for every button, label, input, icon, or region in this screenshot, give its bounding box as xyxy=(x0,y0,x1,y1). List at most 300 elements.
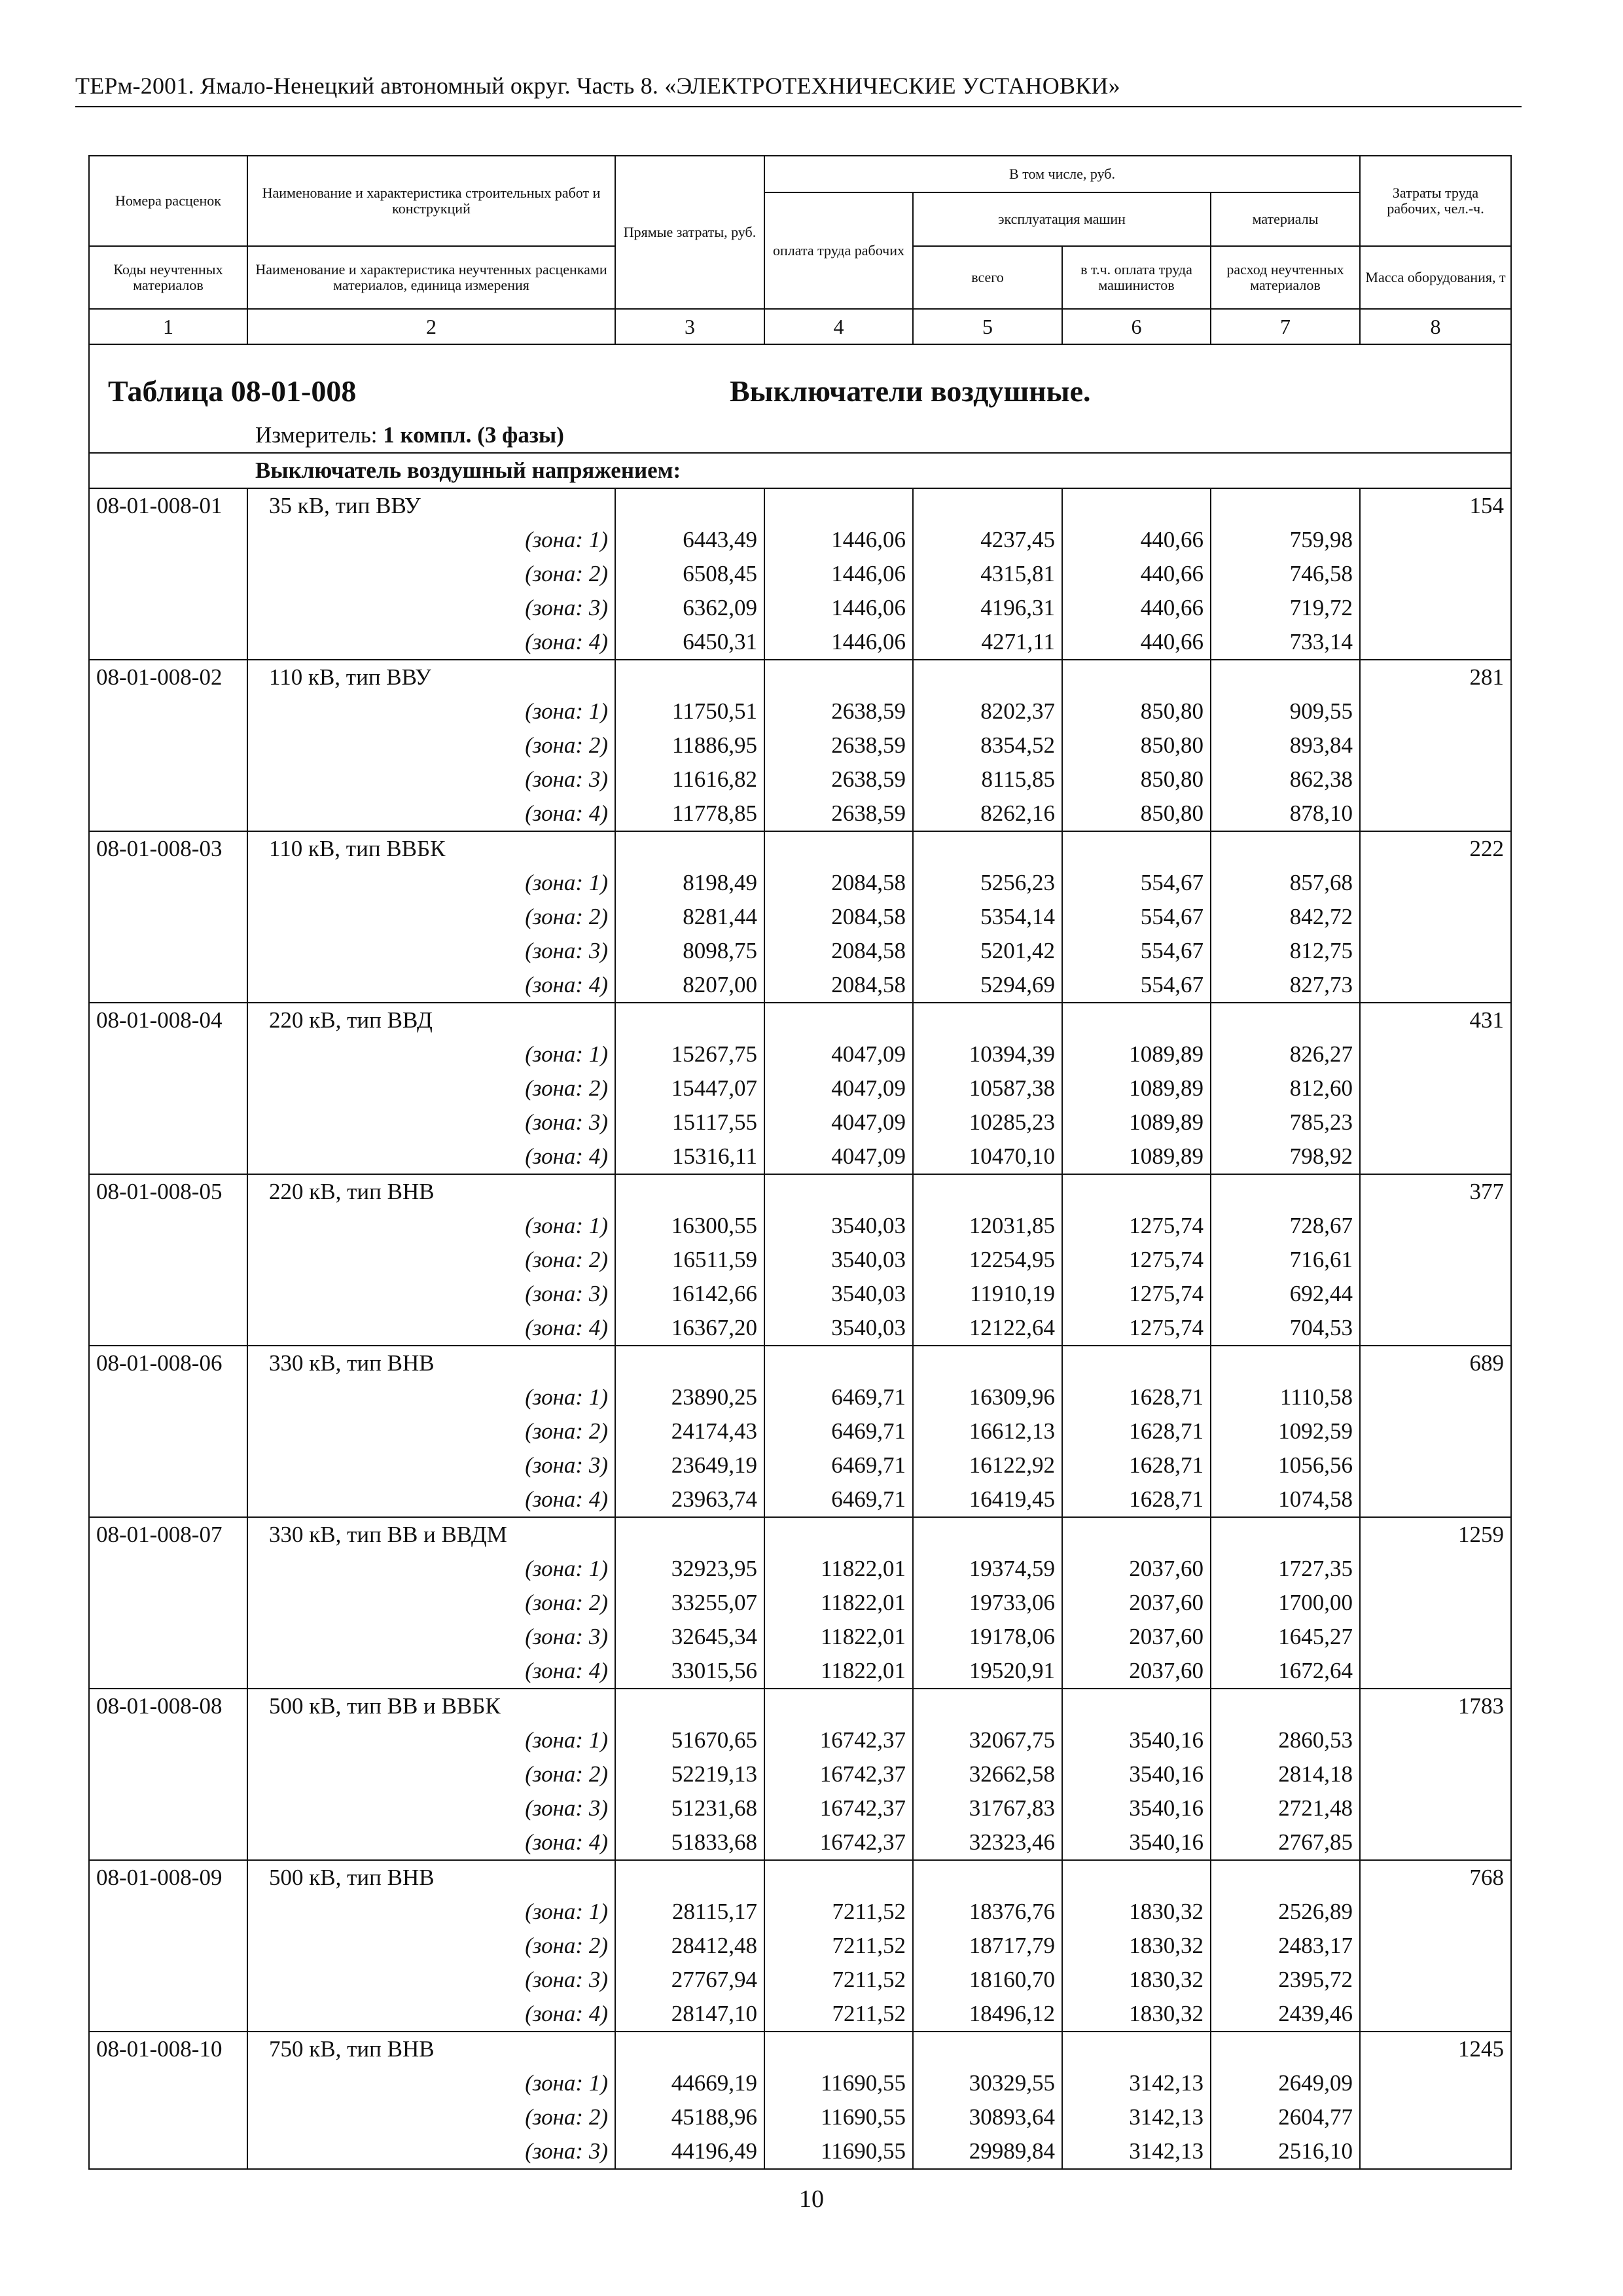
machine-total: 12122,64 xyxy=(913,1311,1062,1346)
machine-total: 18376,76 xyxy=(913,1895,1062,1929)
direct-costs: 51833,68 xyxy=(615,1825,764,1860)
rate-name: 110 кВ, тип ВВУ xyxy=(247,660,615,694)
driver-pay: 3540,16 xyxy=(1062,1723,1211,1757)
driver-pay: 850,80 xyxy=(1062,728,1211,762)
zone-row xyxy=(89,1277,1511,1311)
materials: 728,67 xyxy=(1211,1209,1360,1243)
materials: 2439,46 xyxy=(1211,1997,1360,2032)
zone-row xyxy=(89,2066,1511,2100)
zone-row xyxy=(89,2100,1511,2134)
meter-value: 1 компл. (3 фазы) xyxy=(383,422,564,448)
materials: 2526,89 xyxy=(1211,1895,1360,1929)
labor-pay: 11822,01 xyxy=(764,1552,913,1586)
materials: 862,38 xyxy=(1211,762,1360,797)
rate-row xyxy=(89,488,1511,523)
header-including: В том числе, руб. xyxy=(764,156,1360,192)
machine-total: 18160,70 xyxy=(913,1963,1062,1997)
direct-costs: 28115,17 xyxy=(615,1895,764,1929)
rate-name: 500 кВ, тип ВНВ xyxy=(247,1860,615,1895)
header-labor-pay: оплата труда рабочих xyxy=(764,192,913,309)
zone-row xyxy=(89,1071,1511,1105)
direct-costs: 8098,75 xyxy=(615,934,764,968)
driver-pay: 1628,71 xyxy=(1062,1380,1211,1414)
labor-pay: 11690,55 xyxy=(764,2134,913,2169)
driver-pay: 850,80 xyxy=(1062,694,1211,728)
labor-pay: 11690,55 xyxy=(764,2066,913,2100)
zone-label: (зона: 1) xyxy=(247,1895,615,1929)
labor-pay: 1446,06 xyxy=(764,591,913,625)
materials: 2721,48 xyxy=(1211,1791,1360,1825)
materials: 812,75 xyxy=(1211,934,1360,968)
machine-total: 8262,16 xyxy=(913,797,1062,831)
zone-row xyxy=(89,1139,1511,1174)
driver-pay: 554,67 xyxy=(1062,934,1211,968)
materials: 716,61 xyxy=(1211,1243,1360,1277)
driver-pay: 1628,71 xyxy=(1062,1482,1211,1517)
zone-label: (зона: 3) xyxy=(247,1105,615,1139)
materials: 857,68 xyxy=(1211,866,1360,900)
zone-label: (зона: 3) xyxy=(247,1791,615,1825)
rate-name: 500 кВ, тип ВВ и ВВБК xyxy=(247,1689,615,1723)
zone-row xyxy=(89,2134,1511,2169)
driver-pay: 554,67 xyxy=(1062,968,1211,1003)
rate-name: 330 кВ, тип ВВ и ВВДМ xyxy=(247,1517,615,1552)
materials: 733,14 xyxy=(1211,625,1360,660)
materials: 1700,00 xyxy=(1211,1586,1360,1620)
materials: 759,98 xyxy=(1211,523,1360,557)
driver-pay: 1830,32 xyxy=(1062,1963,1211,1997)
labor-pay: 3540,03 xyxy=(764,1209,913,1243)
labor-pay: 16742,37 xyxy=(764,1723,913,1757)
labor-pay: 4047,09 xyxy=(764,1105,913,1139)
machine-total: 19520,91 xyxy=(913,1654,1062,1689)
driver-pay: 1089,89 xyxy=(1062,1139,1211,1174)
materials: 827,73 xyxy=(1211,968,1360,1003)
rate-name: 750 кВ, тип ВНВ xyxy=(247,2032,615,2066)
header-work-name: Наименование и характеристика строительных работ и конструкций xyxy=(247,156,615,246)
zone-label: (зона: 3) xyxy=(247,934,615,968)
materials: 798,92 xyxy=(1211,1139,1360,1174)
rate-row xyxy=(89,831,1511,866)
header-unaccounted-name: Наименование и характеристика неучтенных расценками материалов, единица измерения xyxy=(247,246,615,309)
machine-total: 8354,52 xyxy=(913,728,1062,762)
materials: 2516,10 xyxy=(1211,2134,1360,2169)
machine-total: 32323,46 xyxy=(913,1825,1062,1860)
direct-costs: 32923,95 xyxy=(615,1552,764,1586)
direct-costs: 44669,19 xyxy=(615,2066,764,2100)
driver-pay: 2037,60 xyxy=(1062,1552,1211,1586)
materials: 2860,53 xyxy=(1211,1723,1360,1757)
rate-name: 220 кВ, тип ВВД xyxy=(247,1003,615,1037)
page-number: 10 xyxy=(799,2185,824,2213)
driver-pay: 3540,16 xyxy=(1062,1825,1211,1860)
labor-pay: 2084,58 xyxy=(764,900,913,934)
zone-row xyxy=(89,1414,1511,1448)
materials: 842,72 xyxy=(1211,900,1360,934)
driver-pay: 1628,71 xyxy=(1062,1414,1211,1448)
header-machine-operation: эксплуатация машин xyxy=(913,192,1211,246)
rate-code: 08-01-008-08 xyxy=(89,1689,247,1723)
driver-pay: 2037,60 xyxy=(1062,1620,1211,1654)
labor-costs: 431 xyxy=(1360,1003,1511,1037)
driver-pay: 440,66 xyxy=(1062,591,1211,625)
machine-total: 16419,45 xyxy=(913,1482,1062,1517)
zone-label: (зона: 4) xyxy=(247,625,615,660)
zone-row xyxy=(89,797,1511,831)
rate-code: 08-01-008-07 xyxy=(89,1517,247,1552)
materials: 2814,18 xyxy=(1211,1757,1360,1791)
labor-pay: 16742,37 xyxy=(764,1825,913,1860)
zone-label: (зона: 1) xyxy=(247,866,615,900)
zone-row xyxy=(89,934,1511,968)
direct-costs: 23963,74 xyxy=(615,1482,764,1517)
header-equipment-mass: Масса оборудования, т xyxy=(1360,246,1511,309)
driver-pay: 3540,16 xyxy=(1062,1791,1211,1825)
zone-label: (зона: 2) xyxy=(247,1414,615,1448)
labor-pay: 11822,01 xyxy=(764,1586,913,1620)
labor-costs: 768 xyxy=(1360,1860,1511,1895)
machine-total: 16122,92 xyxy=(913,1448,1062,1482)
zone-row xyxy=(89,866,1511,900)
machine-total: 29989,84 xyxy=(913,2134,1062,2169)
direct-costs: 44196,49 xyxy=(615,2134,764,2169)
zone-label: (зона: 4) xyxy=(247,1311,615,1346)
direct-costs: 16511,59 xyxy=(615,1243,764,1277)
labor-pay: 16742,37 xyxy=(764,1791,913,1825)
materials: 826,27 xyxy=(1211,1037,1360,1071)
labor-pay: 7211,52 xyxy=(764,1997,913,2032)
rate-row xyxy=(89,1860,1511,1895)
zone-row xyxy=(89,557,1511,591)
header-direct-costs: Прямые затраты, руб. xyxy=(615,156,764,309)
zone-row xyxy=(89,1380,1511,1414)
direct-costs: 8198,49 xyxy=(615,866,764,900)
labor-pay: 3540,03 xyxy=(764,1311,913,1346)
labor-pay: 6469,71 xyxy=(764,1448,913,1482)
direct-costs: 6450,31 xyxy=(615,625,764,660)
zone-label: (зона: 2) xyxy=(247,1071,615,1105)
driver-pay: 2037,60 xyxy=(1062,1654,1211,1689)
header-unaccounted-consumption: расход неучтенных материалов xyxy=(1211,246,1360,309)
labor-pay: 7211,52 xyxy=(764,1895,913,1929)
zone-label: (зона: 1) xyxy=(247,523,615,557)
rate-row xyxy=(89,660,1511,694)
labor-pay: 1446,06 xyxy=(764,557,913,591)
rate-code: 08-01-008-05 xyxy=(89,1174,247,1209)
zone-label: (зона: 1) xyxy=(247,2066,615,2100)
header-total: всего xyxy=(913,246,1062,309)
labor-pay: 3540,03 xyxy=(764,1243,913,1277)
zone-row xyxy=(89,728,1511,762)
rate-code: 08-01-008-09 xyxy=(89,1860,247,1895)
driver-pay: 554,67 xyxy=(1062,866,1211,900)
driver-pay: 3142,13 xyxy=(1062,2066,1211,2100)
materials: 2483,17 xyxy=(1211,1929,1360,1963)
direct-costs: 15316,11 xyxy=(615,1139,764,1174)
labor-pay: 4047,09 xyxy=(764,1071,913,1105)
table-title-cell xyxy=(89,344,1511,418)
direct-costs: 33255,07 xyxy=(615,1586,764,1620)
labor-pay: 11822,01 xyxy=(764,1620,913,1654)
labor-pay: 2084,58 xyxy=(764,934,913,968)
zone-label: (зона: 4) xyxy=(247,968,615,1003)
rate-row xyxy=(89,1689,1511,1723)
driver-pay: 1830,32 xyxy=(1062,1997,1211,2032)
column-number: 8 xyxy=(1360,309,1511,344)
zone-label: (зона: 4) xyxy=(247,1654,615,1689)
meter-line xyxy=(247,418,1511,453)
zone-row xyxy=(89,523,1511,557)
direct-costs: 8207,00 xyxy=(615,968,764,1003)
labor-costs: 281 xyxy=(1360,660,1511,694)
driver-pay: 1089,89 xyxy=(1062,1105,1211,1139)
machine-total: 4196,31 xyxy=(913,591,1062,625)
labor-costs: 1245 xyxy=(1360,2032,1511,2066)
direct-costs: 15267,75 xyxy=(615,1037,764,1071)
machine-total: 16309,96 xyxy=(913,1380,1062,1414)
direct-costs: 52219,13 xyxy=(615,1757,764,1791)
driver-pay: 440,66 xyxy=(1062,523,1211,557)
labor-pay: 1446,06 xyxy=(764,625,913,660)
rate-row xyxy=(89,1174,1511,1209)
labor-pay: 3540,03 xyxy=(764,1277,913,1311)
labor-pay: 6469,71 xyxy=(764,1414,913,1448)
machine-total: 16612,13 xyxy=(913,1414,1062,1448)
machine-total: 5201,42 xyxy=(913,934,1062,968)
direct-costs: 32645,34 xyxy=(615,1620,764,1654)
header-rule xyxy=(75,106,1522,107)
direct-costs: 24174,43 xyxy=(615,1414,764,1448)
materials: 692,44 xyxy=(1211,1277,1360,1311)
machine-total: 4237,45 xyxy=(913,523,1062,557)
direct-costs: 11778,85 xyxy=(615,797,764,831)
driver-pay: 1275,74 xyxy=(1062,1209,1211,1243)
zone-row xyxy=(89,1105,1511,1139)
machine-total: 8115,85 xyxy=(913,762,1062,797)
materials: 1092,59 xyxy=(1211,1414,1360,1448)
zone-row xyxy=(89,1723,1511,1757)
machine-total: 5354,14 xyxy=(913,900,1062,934)
table-body xyxy=(89,344,1511,2169)
zone-row xyxy=(89,694,1511,728)
zone-row xyxy=(89,1791,1511,1825)
materials: 704,53 xyxy=(1211,1311,1360,1346)
zone-label: (зона: 2) xyxy=(247,900,615,934)
materials: 1074,58 xyxy=(1211,1482,1360,1517)
zone-row xyxy=(89,968,1511,1003)
direct-costs: 51670,65 xyxy=(615,1723,764,1757)
column-number: 2 xyxy=(247,309,615,344)
rate-row xyxy=(89,1003,1511,1037)
machine-total: 4315,81 xyxy=(913,557,1062,591)
zone-row xyxy=(89,1895,1511,1929)
driver-pay: 2037,60 xyxy=(1062,1586,1211,1620)
labor-pay: 11822,01 xyxy=(764,1654,913,1689)
materials: 1110,58 xyxy=(1211,1380,1360,1414)
materials: 1056,56 xyxy=(1211,1448,1360,1482)
labor-pay: 2638,59 xyxy=(764,694,913,728)
column-number: 4 xyxy=(764,309,913,344)
zone-label: (зона: 3) xyxy=(247,1620,615,1654)
zone-label: (зона: 4) xyxy=(247,1139,615,1174)
machine-total: 30893,64 xyxy=(913,2100,1062,2134)
driver-pay: 3142,13 xyxy=(1062,2100,1211,2134)
zone-label: (зона: 4) xyxy=(247,1825,615,1860)
zone-label: (зона: 2) xyxy=(247,1586,615,1620)
zone-label: (зона: 1) xyxy=(247,694,615,728)
zone-label: (зона: 2) xyxy=(247,557,615,591)
header-labor-costs: Затраты труда рабочих, чел.-ч. xyxy=(1360,156,1511,246)
zone-row xyxy=(89,1037,1511,1071)
direct-costs: 6508,45 xyxy=(615,557,764,591)
zone-label: (зона: 3) xyxy=(247,591,615,625)
machine-total: 4271,11 xyxy=(913,625,1062,660)
labor-pay: 7211,52 xyxy=(764,1963,913,1997)
labor-costs: 222 xyxy=(1360,831,1511,866)
zone-row xyxy=(89,1654,1511,1689)
direct-costs: 16142,66 xyxy=(615,1277,764,1311)
machine-total: 12031,85 xyxy=(913,1209,1062,1243)
driver-pay: 1275,74 xyxy=(1062,1311,1211,1346)
labor-pay: 6469,71 xyxy=(764,1482,913,1517)
zone-row xyxy=(89,1552,1511,1586)
column-number: 7 xyxy=(1211,309,1360,344)
rate-name: 330 кВ, тип ВНВ xyxy=(247,1346,615,1380)
direct-costs: 23649,19 xyxy=(615,1448,764,1482)
machine-total: 10285,23 xyxy=(913,1105,1062,1139)
zone-label: (зона: 3) xyxy=(247,762,615,797)
zone-row xyxy=(89,1929,1511,1963)
zone-row xyxy=(89,1825,1511,1860)
labor-costs: 154 xyxy=(1360,488,1511,523)
zone-label: (зона: 3) xyxy=(247,1277,615,1311)
rate-code: 08-01-008-04 xyxy=(89,1003,247,1037)
materials: 893,84 xyxy=(1211,728,1360,762)
machine-total: 10394,39 xyxy=(913,1037,1062,1071)
zone-label: (зона: 1) xyxy=(247,1209,615,1243)
rates-table xyxy=(88,155,1512,2170)
column-number: 1 xyxy=(89,309,247,344)
labor-pay: 2084,58 xyxy=(764,968,913,1003)
machine-total: 19733,06 xyxy=(913,1586,1062,1620)
zone-label: (зона: 4) xyxy=(247,797,615,831)
zone-row xyxy=(89,1586,1511,1620)
machine-total: 11910,19 xyxy=(913,1277,1062,1311)
zone-row xyxy=(89,1757,1511,1791)
machine-total: 8202,37 xyxy=(913,694,1062,728)
rate-code: 08-01-008-03 xyxy=(89,831,247,866)
direct-costs: 16367,20 xyxy=(615,1311,764,1346)
zone-row xyxy=(89,1997,1511,2032)
zone-label: (зона: 3) xyxy=(247,1448,615,1482)
rate-code: 08-01-008-10 xyxy=(89,2032,247,2066)
driver-pay: 1830,32 xyxy=(1062,1929,1211,1963)
labor-costs: 1783 xyxy=(1360,1689,1511,1723)
machine-total: 5256,23 xyxy=(913,866,1062,900)
driver-pay: 1275,74 xyxy=(1062,1277,1211,1311)
machine-total: 19374,59 xyxy=(913,1552,1062,1586)
driver-pay: 440,66 xyxy=(1062,557,1211,591)
rate-name: 110 кВ, тип ВВБК xyxy=(247,831,615,866)
header-rate-numbers: Номера расценок xyxy=(89,156,247,246)
machine-total: 18496,12 xyxy=(913,1997,1062,2032)
driver-pay: 3540,16 xyxy=(1062,1757,1211,1791)
labor-costs: 377 xyxy=(1360,1174,1511,1209)
zone-row xyxy=(89,625,1511,660)
driver-pay: 850,80 xyxy=(1062,797,1211,831)
materials: 812,60 xyxy=(1211,1071,1360,1105)
materials: 878,10 xyxy=(1211,797,1360,831)
direct-costs: 16300,55 xyxy=(615,1209,764,1243)
labor-costs: 689 xyxy=(1360,1346,1511,1380)
materials: 2395,72 xyxy=(1211,1963,1360,1997)
table-name: Выключатели воздушные. xyxy=(730,374,1091,408)
zone-row xyxy=(89,1209,1511,1243)
materials: 2604,77 xyxy=(1211,2100,1360,2134)
zone-label: (зона: 1) xyxy=(247,1723,615,1757)
labor-pay: 4047,09 xyxy=(764,1037,913,1071)
driver-pay: 850,80 xyxy=(1062,762,1211,797)
zone-row xyxy=(89,1243,1511,1277)
machine-total: 32067,75 xyxy=(913,1723,1062,1757)
driver-pay: 1628,71 xyxy=(1062,1448,1211,1482)
direct-costs: 8281,44 xyxy=(615,900,764,934)
direct-costs: 11750,51 xyxy=(615,694,764,728)
zone-label: (зона: 2) xyxy=(247,1929,615,1963)
direct-costs: 33015,56 xyxy=(615,1654,764,1689)
zone-row xyxy=(89,591,1511,625)
direct-costs: 11886,95 xyxy=(615,728,764,762)
machine-total: 18717,79 xyxy=(913,1929,1062,1963)
table-number: Таблица 08-01-008 xyxy=(108,374,357,408)
zone-row xyxy=(89,900,1511,934)
materials: 1727,35 xyxy=(1211,1552,1360,1586)
direct-costs: 15117,55 xyxy=(615,1105,764,1139)
direct-costs: 28147,10 xyxy=(615,1997,764,2032)
zone-label: (зона: 3) xyxy=(247,2134,615,2169)
labor-pay: 1446,06 xyxy=(764,523,913,557)
zone-row xyxy=(89,1482,1511,1517)
materials: 746,58 xyxy=(1211,557,1360,591)
header-materials: материалы xyxy=(1211,192,1360,246)
driver-pay: 440,66 xyxy=(1062,625,1211,660)
direct-costs: 28412,48 xyxy=(615,1929,764,1963)
column-number: 6 xyxy=(1062,309,1211,344)
rate-code: 08-01-008-02 xyxy=(89,660,247,694)
zone-label: (зона: 1) xyxy=(247,1552,615,1586)
zone-label: (зона: 3) xyxy=(247,1963,615,1997)
labor-pay: 16742,37 xyxy=(764,1757,913,1791)
direct-costs: 6443,49 xyxy=(615,523,764,557)
labor-pay: 2084,58 xyxy=(764,866,913,900)
labor-pay: 4047,09 xyxy=(764,1139,913,1174)
labor-pay: 2638,59 xyxy=(764,797,913,831)
zone-label: (зона: 2) xyxy=(247,728,615,762)
meter-label: Измеритель: xyxy=(255,422,383,448)
direct-costs: 45188,96 xyxy=(615,2100,764,2134)
materials: 1672,64 xyxy=(1211,1654,1360,1689)
driver-pay: 1275,74 xyxy=(1062,1243,1211,1277)
direct-costs: 51231,68 xyxy=(615,1791,764,1825)
materials: 719,72 xyxy=(1211,591,1360,625)
direct-costs: 27767,94 xyxy=(615,1963,764,1997)
machine-total: 31767,83 xyxy=(913,1791,1062,1825)
direct-costs: 15447,07 xyxy=(615,1071,764,1105)
machine-total: 12254,95 xyxy=(913,1243,1062,1277)
rate-code: 08-01-008-06 xyxy=(89,1346,247,1380)
driver-pay: 1089,89 xyxy=(1062,1071,1211,1105)
header-incl-driver-pay: в т.ч. оплата труда машинистов xyxy=(1062,246,1211,309)
